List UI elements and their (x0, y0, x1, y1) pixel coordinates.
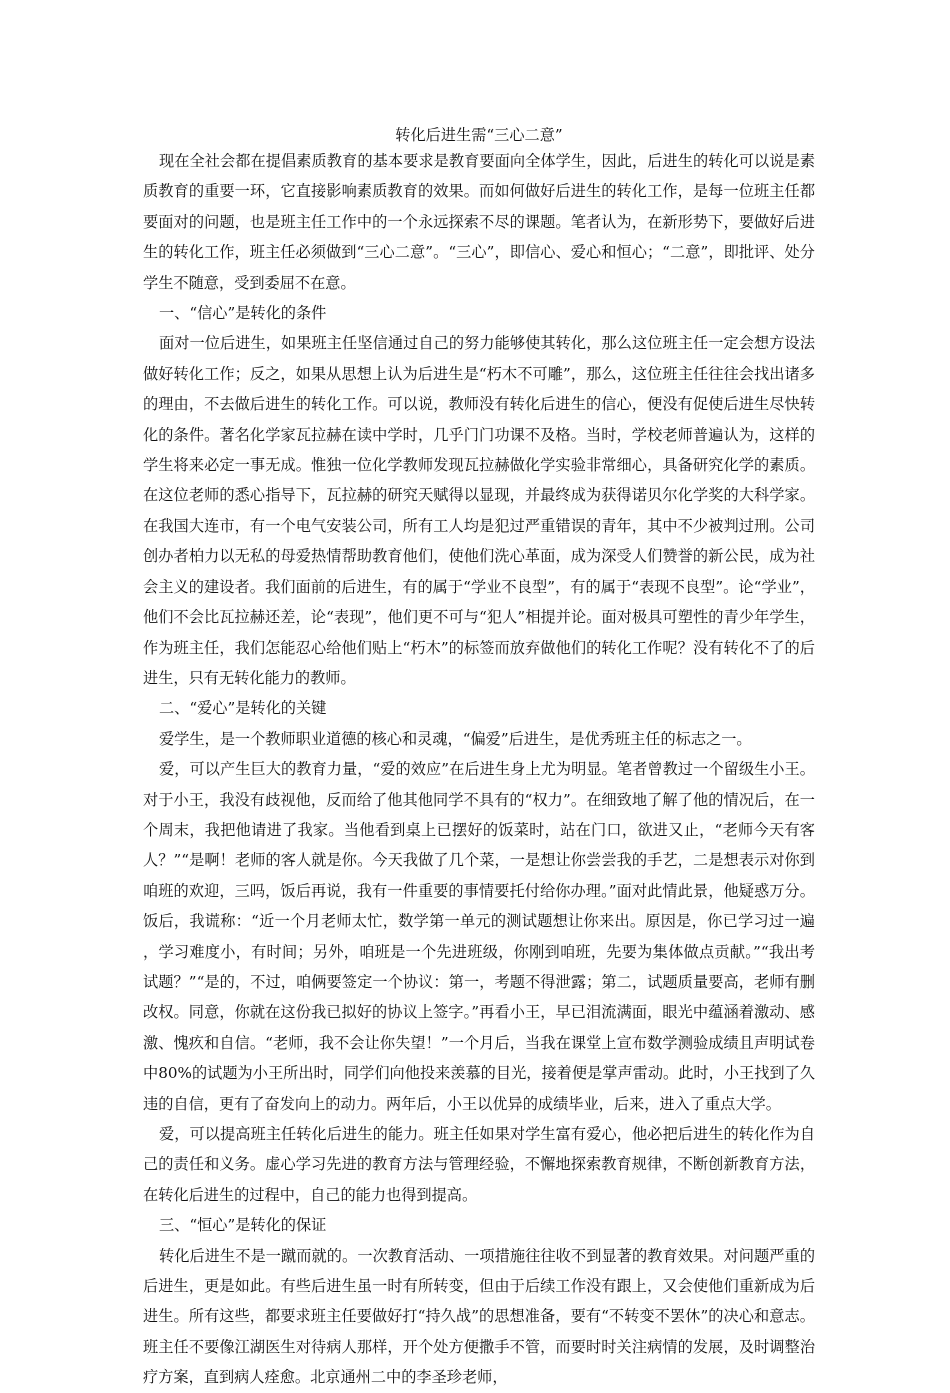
section1-paragraph-1: 面对一位后进生，如果班主任坚信通过自己的努力能够使其转化，那么这位班主任一定会想方设法做好转化工作；反之，如果从思想上认为后进生是“朽木不可雕”，那么，这位班主任往往会找出诸多的理由，不去做后进生的转化工作。可以说，教师没有转化后进生的信心，便没有促使后进生尽快转化的条件。著名化学家瓦拉赫在读中学时，几乎门门功课不及格。当时，学校老师普遍认为，这样的学生将来必定一事无成。惟独一位化学教师发现瓦拉赫做化学实验非常细心，具备研究化学的素质。在这位老师的悉心指导下，瓦拉赫的研究天赋得以显现，并最终成为获得诺贝尔化学奖的大科学家。在我国大连市，有一个电气安装公司，所有工人均是犯过严重错误的青年，其中不少被判过刑。公司创办者柏力以无私的母爱热情帮助教育他们，使他们洗心革面，成为深受人们赞誉的新公民，成为社会主义的建设者。我们面前的后进生，有的属于“学业不良型”，有的属于“表现不良型”。论“学业”，他们不会比瓦拉赫还差，论“表现”，他们更不可与“犯人”相提并论。面对极具可塑性的青少年学生，作为班主任，我们怎能忍心给他们贴上“朽木”的标签而放弃做他们的转化工作呢？没有转化不了的后进生，只有无转化能力的教师。 (143, 334, 815, 687)
section-heading-love: 二、“爱心”是转化的关键 (158, 699, 327, 718)
section2-paragraph-1: 爱学生，是一个教师职业道德的核心和灵魂，“偏爱”后进生，是优秀班主任的标志之一。 (158, 729, 752, 748)
section2-paragraph-2: 爱，可以产生巨大的教育力量，“爱的效应”在后进生身上尤为明显。笔者曾教过一个留级生小王。对于小王，我没有歧视他，反而给了他其他同学不具有的“权力”。在细致地了解了他的情况后，在一个周末，我把他请进了我家。当他看到桌上已摆好的饭菜时，站在门口，欲进又止，“老师今天有客人？”“是啊！老师的客人就是你。今天我做了几个菜，一是想让你尝尝我的手艺，二是想表示对你到咱班的欢迎，三吗，饭后再说，我有一件重要的事情要托付给你办理。”面对此情此景，他疑惑万分。饭后，我谎称：“近一个月老师太忙，数学第一单元的测试题想让你来出。原因是，你已学习过一遍，学习难度小，有时间；另外，咱班是一个先进班级，你刚到咱班，先要为集体做点贡献。”“我出考试题？”“是的，不过，咱俩要签定一个协议：第一，考题不得泄露；第二，试题质量要高，老师有删改权。同意，你就在这份我已拟好的协议上签字。”再看小王，早已泪流满面，眼光中蕴涵着激动、感激、愧疚和自信。“老师，我不会让你失望！”一个月后，当我在课堂上宣布数学测验成绩且声明试卷中80%的试题为小王所出时，同学们向他投来羡慕的目光，接着便是掌声雷动。此时，小王找到了久违的自信，更有了奋发向上的动力。两年后，小王以优异的成绩毕业，后来，进入了重点大学。 (143, 760, 815, 1113)
section2-paragraph-3: 爱，可以提高班主任转化后进生的能力。班主任如果对学生富有爱心，他必把后进生的转化作为自己的责任和义务。虚心学习先进的教育方法与管理经验，不懈地探索教育规律，不断创新教育方法，在转化后进生的过程中，自己的能力也得到提高。 (143, 1125, 815, 1204)
section3-paragraph-1: 转化后进生不是一蹴而就的。一次教育活动、一项措施往往收不到显著的教育效果。对问题严重的后进生，更是如此。有些后进生虽一时有所转变，但由于后续工作没有跟上，又会使他们重新成为后进生。所有这些，都要求班主任要做好打“持久战”的思想准备，要有“不转变不罢休”的决心和意志。班主任不要像江湖医生对待病人那样，开个处方便撒手不管，而要时时关注病情的发展，及时调整治疗方案，直到病人痊愈。北京通州二中的李圣珍老师， (143, 1246, 815, 1387)
document-body (143, 124, 815, 1393)
section-heading-perseverance: 三、“恒心”是转化的保证 (158, 1216, 327, 1235)
document-title: 转化后进生需“三心二意” (395, 126, 563, 144)
section-heading-confidence: 一、“信心”是转化的条件 (158, 304, 327, 323)
intro-paragraph: 现在全社会都在提倡素质教育的基本要求是教育要面向全体学生，因此，后进生的转化可以说是素质教育的重要一环，它直接影响素质教育的效果。而如何做好后进生的转化工作，是每一位班主任都要面对的问题，也是班主任工作中的一个永远探索不尽的课题。笔者认为，在新形势下，要做好后进生的转化工作，班主任必须做到“三心二意”。“三心”，即信心、爱心和恒心；“二意”，即批评、处分学生不随意，受到委屈不在意。 (143, 152, 815, 292)
